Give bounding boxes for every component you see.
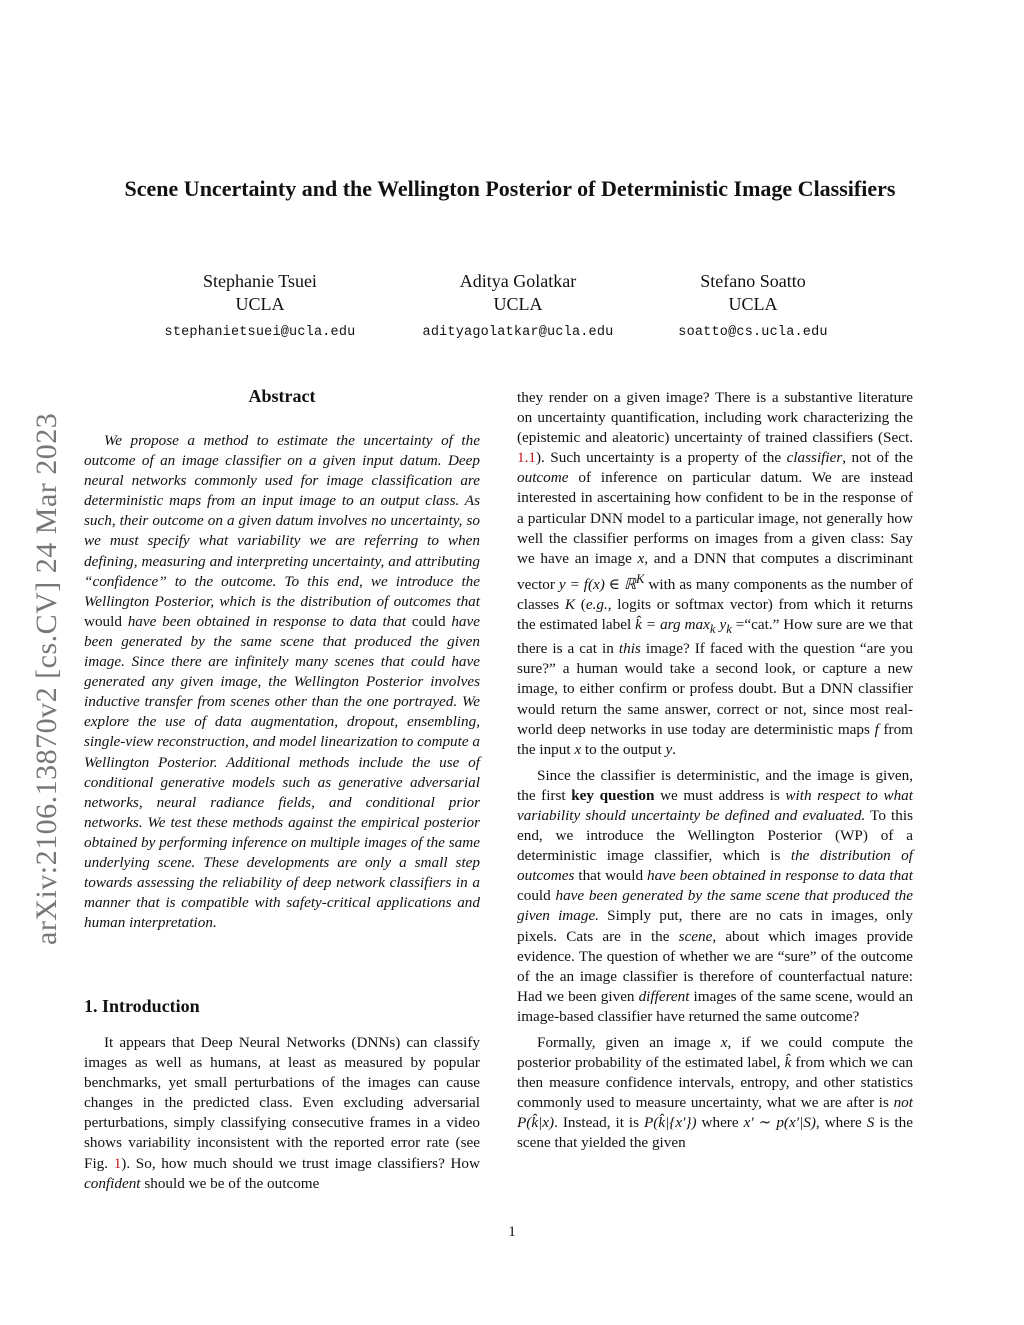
author-email[interactable]: soatto@cs.ucla.edu [678,325,828,340]
page-number: 1 [508,1224,516,1240]
author-affiliation: UCLA [493,294,543,314]
abstract-body: We propose a method to estimate the uncertainty of the outcome of an image classifier on a given input datum. Deep neural networks commonly used for image classification are deterministic maps from an input image to an output class. As such, their outcome on a given datum involves no uncertainty, so we must specify what variability we are referring to when defining, measuring and interpreting uncertainty, and attributing “confidence” to the outcome. To this end, we introduce the Wellington Posterior, which is the distribution of outcomes that would have been obtained in response to data that could have been generated by the same scene that produced the given image. Since there are infinitely many scenes that could have generated any given image, the Wellington Posterior involves inductive transfer from scenes other than the one portrayed. We explore the use of data augmentation, dropout, ensembling, single-view reconstruction, and model linearization to compute a Wellington Posterior. Additional methods include the use of conditional generative models such as generative adversarial networks, neural radiance fields, and conditional prior networks. We test these methods against the empirical posterior obtained by performing inference on multiple images of the same underlying scene. These developments are only a small step towards assessing the reliability of deep network classifiers in a manner that is compatible with safety-critical applications and human interpretation. [84,432,481,932]
author-email[interactable]: adityagolatkar@ucla.edu [422,325,614,340]
author-name: Aditya Golatkar [459,271,577,291]
introduction-paragraph-1: It appears that Deep Neural Networks (DNNs) can classify images as well as humans, at least as measured by popular benchmarks, yet small perturbations of the images can cause changes in the predicted class. Even excluding adversarial perturbations, simply classifying consecutive frames in a video shows variability inconsistent with the reported error rate (see Fig. 1). So, how much should we trust image classifiers? How confident should we be of the outcome [84,1034,480,1192]
author-3 [643,270,863,344]
author-1 [150,270,370,344]
author-email[interactable]: stephanietsuei@ucla.edu [164,325,356,340]
abstract-heading: Abstract [248,386,316,406]
author-name: Stephanie Tsuei [203,271,317,291]
arxiv-watermark: arXiv:2106.13870v2 [cs.CV] 24 Mar 2023 [30,412,63,945]
author-2 [408,270,628,344]
right-column [517,388,913,1154]
figure-reference-link[interactable]: 1 [113,1154,122,1172]
paragraph-formally: Formally, given an image x, if we could compute the posterior probability of the estimated label, k̂ from which we can then measure confidence intervals, entropy, and other statistics commonly used to measure uncertainty, what we are after is not P(k̂|x). Instead, it is P(k̂|{x′}) where x′ ∼ p(x′|S), where S is the scene that yielded the given [517,1034,913,1152]
paragraph-continued: they render on a given image? There is a substantive literature on uncertainty quantification, including work characterizing the (epistemic and aleatoric) uncertainty of trained classifiers (Sect. 1.1). Such uncertainty is a property of the classifier, not of the outcome of inference on particular datum. We are instead interested in ascertaining how confident to be in the response of a particular DNN model to a particular image, not generally how well the classifier performs on images from a given class: Say we have an image x, and a DNN that computes a discriminant vector y = f(x) ∈ ℝ$^K$ with as many components as the number of classes K (e.g., logits or softmax vector) from which it returns the estimated label k̂ = arg $\max_k y_k$ =“cat.” How sure are we that there is a cat in this image? If faced with the question “are you sure?” a human would take a second look, or capture a new image, to either confirm or profess doubt. But a DNN classifier would return the same answer, correct or not, since most real-world deep networks in use today are deterministic maps f from the input x to the output y. [517,389,913,758]
paper-title: Scene Uncertainty and the Wellington Posterior of Deterministic Image Classifiers [124,176,896,201]
section-reference-link[interactable]: 1.1 [517,449,536,467]
section-heading-introduction: 1. Introduction [84,996,200,1016]
paragraph-key-question: Since the classifier is deterministic, and the image is given, the first key question we must address is with respect to what variability should uncertainty be defined and evaluated. To this end, we introduce the Wellington Posterior (WP) of a deterministic image classifier, which is the distribution of outcomes that would have been obtained in response to data that could have been generated by the same scene that produced the given image. Simply put, there are no cats in images, only pixels. Cats are in the scene, about which images provide evidence. The question of whether we are “sure” of the outcome of the an image classifier is therefore of counterfactual nature: Had we been given different images of the same scene, would an image-based classifier have returned the same outcome? [517,766,913,1025]
author-name: Stefano Soatto [700,271,806,291]
author-affiliation: UCLA [235,294,285,314]
author-affiliation: UCLA [728,294,778,314]
